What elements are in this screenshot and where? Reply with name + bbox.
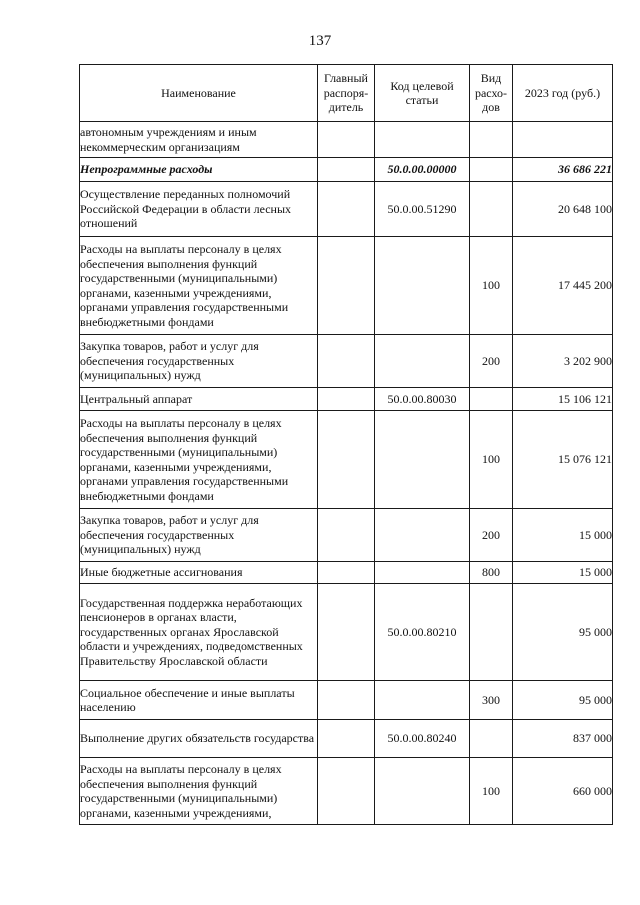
cell-name: Иные бюджетные ассигнования — [80, 562, 318, 584]
cell-name: Выполнение других обязательств государства — [80, 720, 318, 758]
cell-code — [375, 509, 470, 562]
table-row — [80, 411, 613, 509]
cell-type — [470, 182, 513, 237]
table-row — [80, 584, 613, 681]
cell-sum: 15 000 — [513, 562, 613, 584]
cell-type — [470, 158, 513, 182]
cell-name: Закупка товаров, работ и услуг для обеспечения государственных (муниципальных) нужд — [80, 335, 318, 388]
cell-admin — [318, 584, 375, 681]
cell-admin — [318, 182, 375, 237]
cell-type — [470, 720, 513, 758]
table-row-section — [80, 158, 613, 182]
cell-sum: 95 000 — [513, 681, 613, 720]
cell-sum — [513, 122, 613, 158]
cell-code: 50.0.00.80210 — [375, 584, 470, 681]
cell-name: Расходы на выплаты персоналу в целях обеспечения выполнения функций государственными (муниципальными) органами, казенными учреждениями, — [80, 758, 318, 825]
table-row — [80, 562, 613, 584]
header-type: Вид расхо-дов — [470, 65, 513, 122]
cell-admin — [318, 237, 375, 335]
table-row — [80, 182, 613, 237]
cell-code: 50.0.00.80030 — [375, 388, 470, 411]
cell-name: Центральный аппарат — [80, 388, 318, 411]
cell-admin — [318, 681, 375, 720]
cell-type: 300 — [470, 681, 513, 720]
cell-code: 50.0.00.80240 — [375, 720, 470, 758]
cell-code: 50.0.00.51290 — [375, 182, 470, 237]
cell-sum: 15 076 121 — [513, 411, 613, 509]
cell-type: 100 — [470, 237, 513, 335]
cell-admin — [318, 122, 375, 158]
cell-admin — [318, 158, 375, 182]
table-row — [80, 237, 613, 335]
cell-sum: 17 445 200 — [513, 237, 613, 335]
table-row — [80, 388, 613, 411]
cell-name: Расходы на выплаты персоналу в целях обеспечения выполнения функций государственными (муниципальными) органами, казенными учреждениями, органами управления государственными внебюджетными фондами — [80, 411, 318, 509]
cell-name: Закупка товаров, работ и услуг для обеспечения государственных (муниципальных) нужд — [80, 509, 318, 562]
table-row — [80, 335, 613, 388]
cell-name: Непрограммные расходы — [80, 158, 318, 182]
cell-name: Социальное обеспечение и иные выплаты населению — [80, 681, 318, 720]
table-row — [80, 720, 613, 758]
cell-type: 200 — [470, 335, 513, 388]
cell-sum: 15 000 — [513, 509, 613, 562]
cell-admin — [318, 758, 375, 825]
cell-admin — [318, 388, 375, 411]
cell-sum: 15 106 121 — [513, 388, 613, 411]
cell-type — [470, 388, 513, 411]
cell-sum: 3 202 900 — [513, 335, 613, 388]
table-row — [80, 681, 613, 720]
cell-sum: 95 000 — [513, 584, 613, 681]
header-code: Код целевой статьи — [375, 65, 470, 122]
header-sum: 2023 год (руб.) — [513, 65, 613, 122]
page-number: 137 — [308, 33, 332, 49]
cell-name: Осуществление переданных полномочий Российской Федерации в области лесных отношений — [80, 182, 318, 237]
header-name: Наименование — [80, 65, 318, 122]
cell-code — [375, 411, 470, 509]
cell-admin — [318, 335, 375, 388]
cell-type: 200 — [470, 509, 513, 562]
cell-admin — [318, 509, 375, 562]
cell-code — [375, 335, 470, 388]
cell-type: 100 — [470, 758, 513, 825]
cell-code — [375, 237, 470, 335]
cell-type — [470, 584, 513, 681]
table-header-row — [80, 65, 613, 122]
cell-sum: 660 000 — [513, 758, 613, 825]
cell-type: 100 — [470, 411, 513, 509]
cell-admin — [318, 720, 375, 758]
cell-type — [470, 122, 513, 158]
cell-type: 800 — [470, 562, 513, 584]
cell-sum: 36 686 221 — [513, 158, 613, 182]
table-row — [80, 122, 613, 158]
cell-sum: 20 648 100 — [513, 182, 613, 237]
cell-code — [375, 758, 470, 825]
cell-code: 50.0.00.00000 — [375, 158, 470, 182]
table-row — [80, 758, 613, 825]
budget-table — [79, 64, 613, 825]
cell-admin — [318, 411, 375, 509]
header-admin: Главный распоря-дитель — [318, 65, 375, 122]
cell-name: Расходы на выплаты персоналу в целях обеспечения выполнения функций государственными (муниципальными) органами, казенными учреждениями, органами управления государственными внебюджетными фондами — [80, 237, 318, 335]
cell-admin — [318, 562, 375, 584]
cell-name: Государственная поддержка неработающих пенсионеров в органах власти, государственных органах Ярославской области и учреждениях, подведомственных Правительству Ярославской области — [80, 584, 318, 681]
cell-code — [375, 562, 470, 584]
table-row — [80, 509, 613, 562]
cell-sum: 837 000 — [513, 720, 613, 758]
cell-code — [375, 122, 470, 158]
cell-name: автономным учреждениям и иным некоммерческим организациям — [80, 122, 318, 158]
cell-code — [375, 681, 470, 720]
